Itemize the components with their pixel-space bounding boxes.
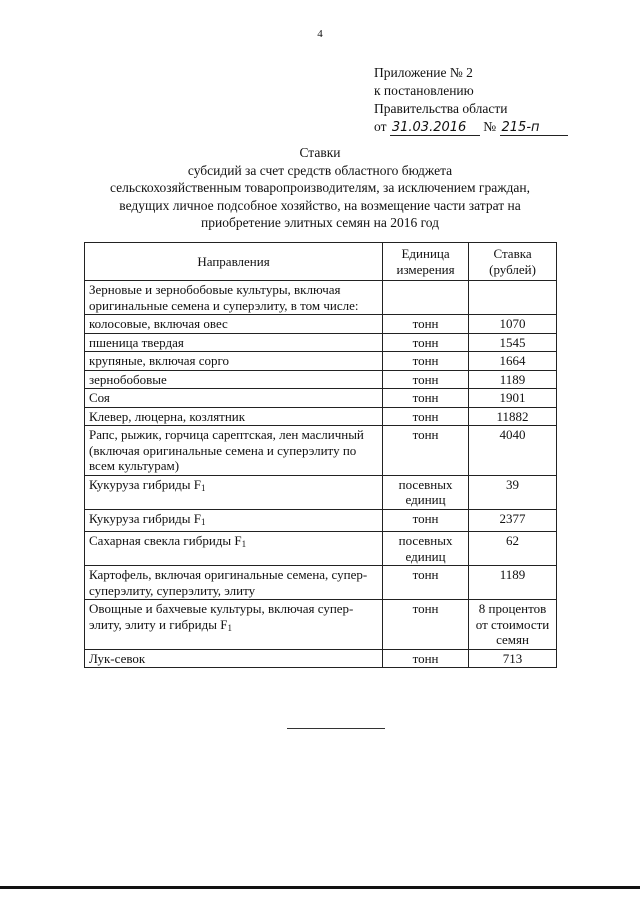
table-header-row [85, 243, 557, 281]
row-unit: тонн [383, 509, 469, 532]
row-direction [85, 315, 383, 334]
table-row [85, 426, 557, 476]
page-number: 4 [317, 28, 323, 40]
row-direction [85, 600, 383, 650]
row-rate: 1901 [469, 389, 557, 408]
title-line-1: Ставки [299, 145, 341, 160]
row-rate: 1070 [469, 315, 557, 334]
row-direction-text: Сахарная свекла гибриды F [89, 533, 242, 548]
row-rate: 8 процентов от стоимости семян [469, 600, 557, 650]
row-direction-text: Лук-севок [89, 650, 146, 666]
row-direction [85, 370, 383, 389]
row-direction-text: пшеница твердая [89, 334, 184, 350]
appendix-block [374, 64, 568, 136]
number-label: № [483, 119, 497, 134]
row-direction [85, 426, 383, 476]
table-row [85, 281, 557, 315]
title-line-4: ведущих личное подсобное хозяйство, на возмещение части затрат на [119, 197, 521, 213]
row-direction [85, 389, 383, 408]
row-direction-text: Рапс, рыжик, горчица сарептская, лен масличный (включая оригинальные семена и суперэлиту по всем культурам) [89, 427, 364, 473]
row-unit: тонн [383, 600, 469, 650]
row-rate: 1189 [469, 370, 557, 389]
row-direction [85, 333, 383, 352]
appendix-date-line [374, 118, 568, 136]
row-unit: тонн [383, 407, 469, 426]
row-rate: 1664 [469, 352, 557, 371]
table-row [85, 532, 557, 566]
row-direction [85, 281, 383, 315]
row-unit [383, 281, 469, 315]
document-title [60, 144, 580, 232]
rates-table [84, 242, 557, 668]
table-row [85, 389, 557, 408]
row-direction-text: крупяные, включая сорго [89, 353, 230, 368]
row-rate: 713 [469, 649, 557, 668]
handwritten-date: 31.03.2016 [390, 121, 480, 136]
row-direction-text: Соя [89, 390, 110, 405]
row-rate: 1545 [469, 333, 557, 352]
table-row [85, 649, 557, 668]
row-unit: посевных единиц [383, 532, 469, 566]
row-rate: 2377 [469, 509, 557, 532]
row-unit: тонн [383, 426, 469, 476]
row-direction-subscript: 1 [201, 482, 206, 493]
header-rate: Ставка (рублей) [469, 243, 557, 281]
table-row [85, 600, 557, 650]
row-direction [85, 649, 383, 668]
row-unit: тонн [383, 389, 469, 408]
table-row [85, 475, 557, 509]
row-direction-text: зернобобовые [89, 371, 167, 387]
title-line-3: сельскохозяйственным товаропроизводителям, за исключением граждан, [110, 180, 530, 195]
from-label: от [374, 119, 387, 134]
table-row [85, 509, 557, 532]
row-unit: посевных единиц [383, 475, 469, 509]
table-body [85, 281, 557, 668]
row-direction [85, 509, 383, 532]
end-divider [287, 728, 385, 729]
row-direction-text: колосовые, включая овес [89, 316, 228, 331]
table-row [85, 407, 557, 426]
header-unit: Единица измерения [383, 243, 469, 281]
row-unit: тонн [383, 370, 469, 389]
row-rate: 11882 [469, 407, 557, 426]
row-direction-subscript: 1 [227, 622, 232, 633]
row-direction-text: Клевер, люцерна, козлятник [89, 408, 246, 424]
row-rate: 1189 [469, 566, 557, 600]
table-row [85, 370, 557, 389]
row-direction [85, 532, 383, 566]
row-direction-text: Кукуруза гибриды F [89, 510, 201, 526]
row-unit: тонн [383, 333, 469, 352]
row-unit: тонн [383, 352, 469, 371]
table-row [85, 315, 557, 334]
row-unit: тонн [383, 566, 469, 600]
row-direction-text: Картофель, включая оригинальные семена, супер-суперэлиту, суперэлиту, элиту [89, 567, 368, 598]
appendix-title: Приложение № 2 [374, 65, 473, 80]
row-direction-subscript: 1 [201, 516, 206, 527]
header-direction: Направления [85, 243, 383, 281]
row-direction [85, 352, 383, 371]
row-direction-text: Кукуруза гибриды F [89, 476, 201, 492]
appendix-resolution: к постановлению [374, 83, 474, 98]
table-row [85, 333, 557, 352]
appendix-government: Правительства области [374, 101, 508, 116]
row-direction-subscript: 1 [241, 539, 247, 549]
row-unit: тонн [383, 649, 469, 668]
row-direction [85, 407, 383, 426]
row-direction-text: Зерновые и зернобобовые культуры, включая оригинальные семена и суперэлиту, в том числе: [89, 282, 359, 313]
bottom-rule [0, 886, 640, 889]
handwritten-number: 215-п [500, 121, 568, 136]
table-row [85, 566, 557, 600]
title-line-2: субсидий за счет средств областного бюджета [187, 162, 453, 178]
row-unit: тонн [383, 315, 469, 334]
row-direction-text: Овощные и бахчевые культуры, включая супер-элиту, элиту и гибриды F [89, 601, 354, 632]
table-row [85, 352, 557, 371]
title-line-5: приобретение элитных семян на 2016 год [201, 215, 439, 230]
row-direction [85, 566, 383, 600]
row-rate: 39 [469, 475, 557, 509]
row-rate: 4040 [469, 426, 557, 476]
row-rate: 62 [469, 532, 557, 566]
row-direction [85, 475, 383, 509]
row-rate [469, 281, 557, 315]
